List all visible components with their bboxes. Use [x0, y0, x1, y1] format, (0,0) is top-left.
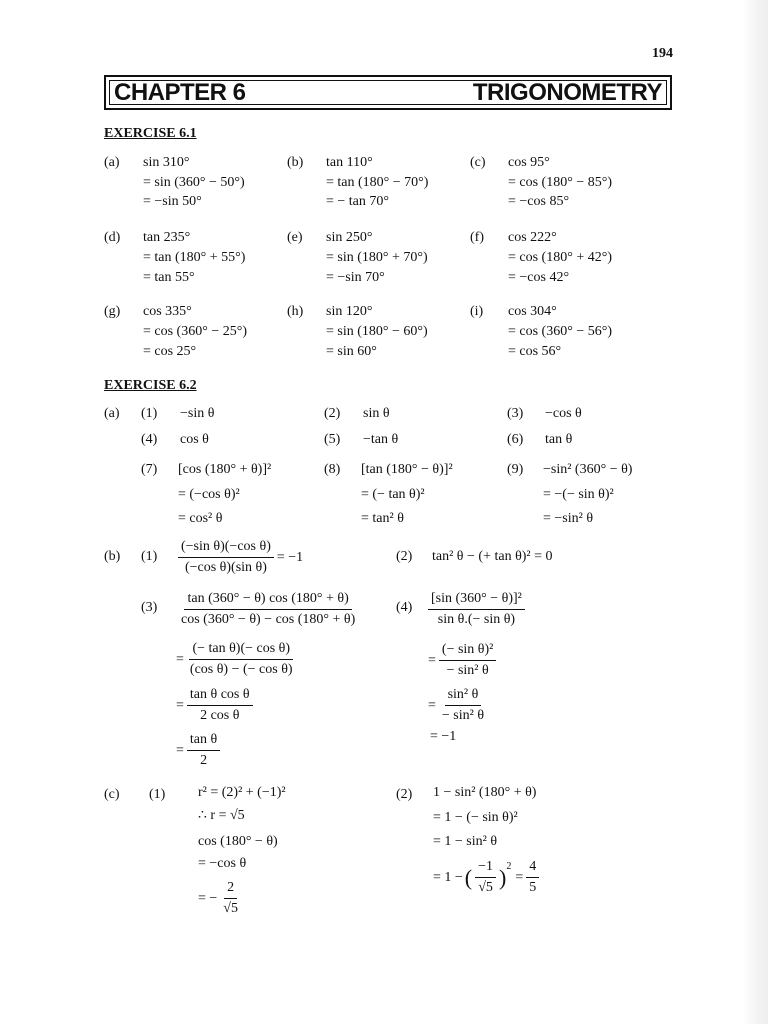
item-line: cos 222°: [508, 230, 557, 245]
exercise-6-1-title: EXERCISE 6.1: [104, 126, 197, 141]
denominator: sin θ.(− sin θ): [437, 612, 516, 627]
denominator: 2: [200, 753, 208, 768]
answer-line: = −sin² θ: [543, 511, 594, 526]
fraction-expression: = $\frac{\text{sin² θ}}{\text{− sin² θ}}$: [428, 686, 490, 725]
fraction-expression: [425, 590, 528, 629]
item-label: (h): [287, 304, 304, 319]
item-line: = −cos 42°: [508, 270, 570, 285]
numerator: 4: [526, 858, 539, 878]
fraction-expression: = $\frac{\text{(− sin θ)²}}{\text{− sin² θ}}$: [428, 641, 499, 680]
denominator: (cos θ) − (− cos θ): [189, 662, 293, 677]
item-label: (e): [287, 230, 303, 245]
fraction-expression: = $\frac{\text{tan θ}}{2}$: [176, 731, 223, 770]
equation-rest: = −1: [276, 549, 304, 565]
item-label: (b): [287, 155, 304, 170]
item-line: cos 95°: [508, 155, 550, 170]
denominator: − sin² θ: [446, 663, 489, 678]
answer-line: [cos (180° + θ)]²: [178, 462, 272, 477]
question-number: (4): [396, 600, 413, 615]
item-line: = −cos 85°: [508, 194, 570, 209]
question-number: (5): [324, 432, 341, 447]
fraction-expression: = − $\frac{2}{√5}$: [198, 879, 244, 918]
fraction-expression: = $\frac{\text{(− tan θ)(− cos θ)}}{\text{(cos θ) − (− cos θ)}}$: [176, 640, 299, 679]
answer-line: = cos² θ: [178, 511, 223, 526]
item-label: (a): [104, 155, 120, 170]
answer-line: = 1 − sin² θ: [433, 834, 498, 849]
denominator: − sin² θ: [441, 708, 485, 723]
item-line: sin 310°: [143, 155, 190, 170]
item-label: (d): [104, 230, 121, 245]
answer-line: = (−cos θ)²: [178, 487, 240, 502]
answer-line: r² = (2)² + (−1)²: [198, 785, 286, 800]
numerator: tan θ cos θ: [187, 686, 253, 706]
item-line: = sin (360° − 50°): [143, 175, 245, 190]
answer-line: = 1 − (− sin θ)²: [433, 810, 518, 825]
denominator: (−cos θ)(sin θ): [184, 560, 267, 575]
page-edge-shadow: [742, 0, 768, 1024]
item-line: = cos (180° − 85°): [508, 175, 612, 190]
fraction-expression: = 1 − ( $\frac{-1}{√5}$ ) $^2$ = $\frac{4}{5}$: [433, 858, 542, 897]
answer-line: −sin² (360° − θ): [543, 462, 633, 477]
item-line: = −sin 70°: [326, 270, 385, 285]
numerator: [sin (360° − θ)]²: [428, 590, 525, 610]
question-number: (6): [507, 432, 524, 447]
item-line: cos 335°: [143, 304, 192, 319]
item-line: = sin 60°: [326, 344, 377, 359]
answer-line: = −(− sin θ)²: [543, 487, 614, 502]
denominator: √5: [478, 880, 493, 895]
question-number: (2): [324, 406, 341, 421]
answer-line: [tan (180° − θ)]²: [361, 462, 453, 477]
chapter-title: TRIGONOMETRY: [472, 79, 662, 106]
part-label: (a): [104, 406, 120, 421]
answer-line: cos (180° − θ): [198, 834, 278, 849]
part-label: (b): [104, 549, 121, 564]
answer-line: −tan θ: [363, 432, 399, 447]
denominator: √5: [223, 901, 238, 916]
answer-line: −cos θ: [545, 406, 582, 421]
answer-line: = (− tan θ)²: [361, 487, 425, 502]
item-line: tan 235°: [143, 230, 191, 245]
item-line: = tan (180° + 55°): [143, 250, 246, 265]
item-line: = cos 25°: [143, 344, 197, 359]
question-number: (9): [507, 462, 524, 477]
numerator: 2: [224, 879, 237, 899]
numerator: (−sin θ)(−cos θ): [178, 538, 274, 558]
question-number: (1): [141, 406, 158, 421]
item-label: (c): [470, 155, 486, 170]
item-line: = sin (180° + 70°): [326, 250, 428, 265]
item-line: = cos (360° − 25°): [143, 324, 247, 339]
question-number: (3): [141, 600, 158, 615]
part-label: (c): [104, 787, 120, 802]
answer-line: tan² θ − (+ tan θ)² = 0: [432, 549, 553, 564]
item-line: sin 250°: [326, 230, 373, 245]
item-line: = sin (180° − 60°): [326, 324, 428, 339]
denominator: 5: [529, 880, 537, 895]
item-label: (f): [470, 230, 484, 245]
numerator: (− sin θ)²: [439, 641, 496, 661]
fraction-expression: [175, 590, 361, 629]
answer-line: −sin θ: [180, 406, 215, 421]
numerator: (− tan θ)(− cos θ): [189, 640, 293, 660]
numerator: tan θ: [187, 731, 220, 751]
numerator: −1: [475, 858, 496, 878]
denominator: 2 cos θ: [200, 708, 240, 723]
answer-line: 1 − sin² (180° + θ): [433, 785, 537, 800]
page-number: 194: [652, 46, 673, 61]
item-line: cos 304°: [508, 304, 557, 319]
item-line: = − tan 70°: [326, 194, 389, 209]
question-number: (7): [141, 462, 158, 477]
answer-line: tan θ: [545, 432, 573, 447]
exercise-6-2-title: EXERCISE 6.2: [104, 378, 197, 393]
answer-line: = −1: [430, 729, 457, 744]
question-number: (1): [149, 787, 166, 802]
item-line: = cos (180° + 42°): [508, 250, 612, 265]
item-label: (g): [104, 304, 121, 319]
answer-line: ∴ r = √5: [198, 808, 245, 823]
item-line: = −sin 50°: [143, 194, 202, 209]
question-number: (2): [396, 787, 413, 802]
chapter-banner: [104, 75, 672, 110]
answer-line: sin θ: [363, 406, 390, 421]
item-line: tan 110°: [326, 155, 373, 170]
item-line: sin 120°: [326, 304, 373, 319]
numerator: tan (360° − θ) cos (180° + θ): [184, 590, 351, 610]
answer-line: = tan² θ: [361, 511, 404, 526]
item-line: = tan 55°: [143, 270, 195, 285]
fraction-expression: [175, 538, 303, 577]
item-label: (i): [470, 304, 484, 319]
question-number: (8): [324, 462, 341, 477]
fraction-expression: = $\frac{\text{tan θ cos θ}}{\text{2 cos θ}}$: [176, 686, 256, 725]
item-line: = tan (180° − 70°): [326, 175, 429, 190]
question-number: (1): [141, 549, 158, 564]
question-number: (3): [507, 406, 524, 421]
denominator: cos (360° − θ) − cos (180° + θ): [181, 612, 356, 627]
item-line: = cos 56°: [508, 344, 562, 359]
question-number: (4): [141, 432, 158, 447]
item-line: = cos (360° − 56°): [508, 324, 612, 339]
chapter-label: CHAPTER 6: [114, 79, 246, 106]
answer-line: cos θ: [180, 432, 209, 447]
numerator: sin² θ: [445, 686, 482, 706]
question-number: (2): [396, 549, 413, 564]
answer-line: = −cos θ: [198, 856, 247, 871]
